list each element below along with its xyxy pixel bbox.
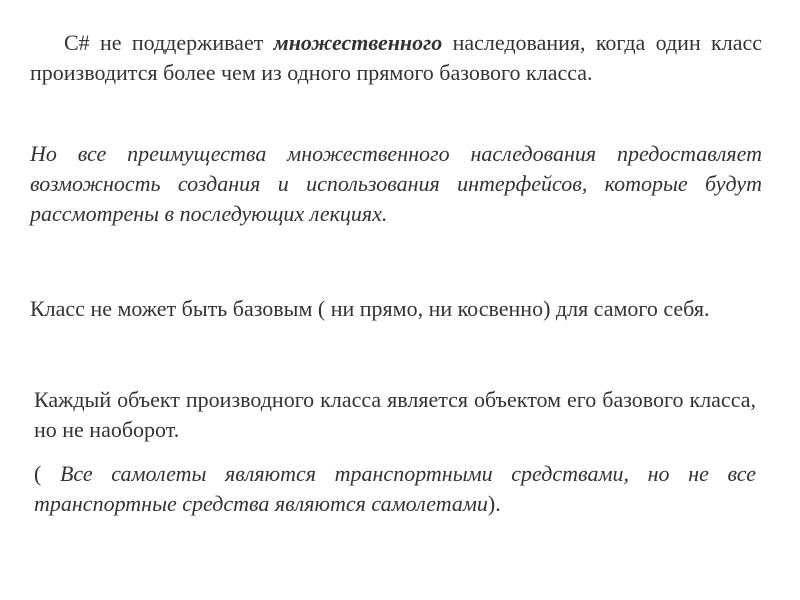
emphasis-multiple: множественного bbox=[273, 30, 443, 55]
paragraph-airplane-close-paren: ). bbox=[487, 491, 501, 516]
paragraph-self-base: Класс не может быть базовым ( ни прямо, ни косвенно) для самого себя. bbox=[30, 296, 710, 321]
paragraph-multiple-inheritance bbox=[30, 28, 762, 88]
paragraph-airplane-example bbox=[34, 459, 756, 519]
paragraph-multiple-inheritance-prefix: C# не поддерживает bbox=[64, 30, 274, 55]
paragraph-multiple-inheritance-suffix: наследования, когда один класс производится более чем из одного прямого базового класса. bbox=[30, 30, 762, 85]
paragraph-derived-object: Каждый объект производного класса является объектом его базового класса, но не наоборот. bbox=[34, 387, 756, 442]
paragraph-airplane-italic: Все самолеты являются транспортными средствами, но не все транспортные средства являются самолетами bbox=[34, 461, 756, 516]
paragraph-airplane-open-paren: ( bbox=[34, 461, 60, 486]
paragraph-interfaces-note: Но все преимущества множественного наследования предоставляет возможность создания и использования интерфейсов, которые будут рассмотрены в последующих лекциях. bbox=[30, 141, 762, 226]
